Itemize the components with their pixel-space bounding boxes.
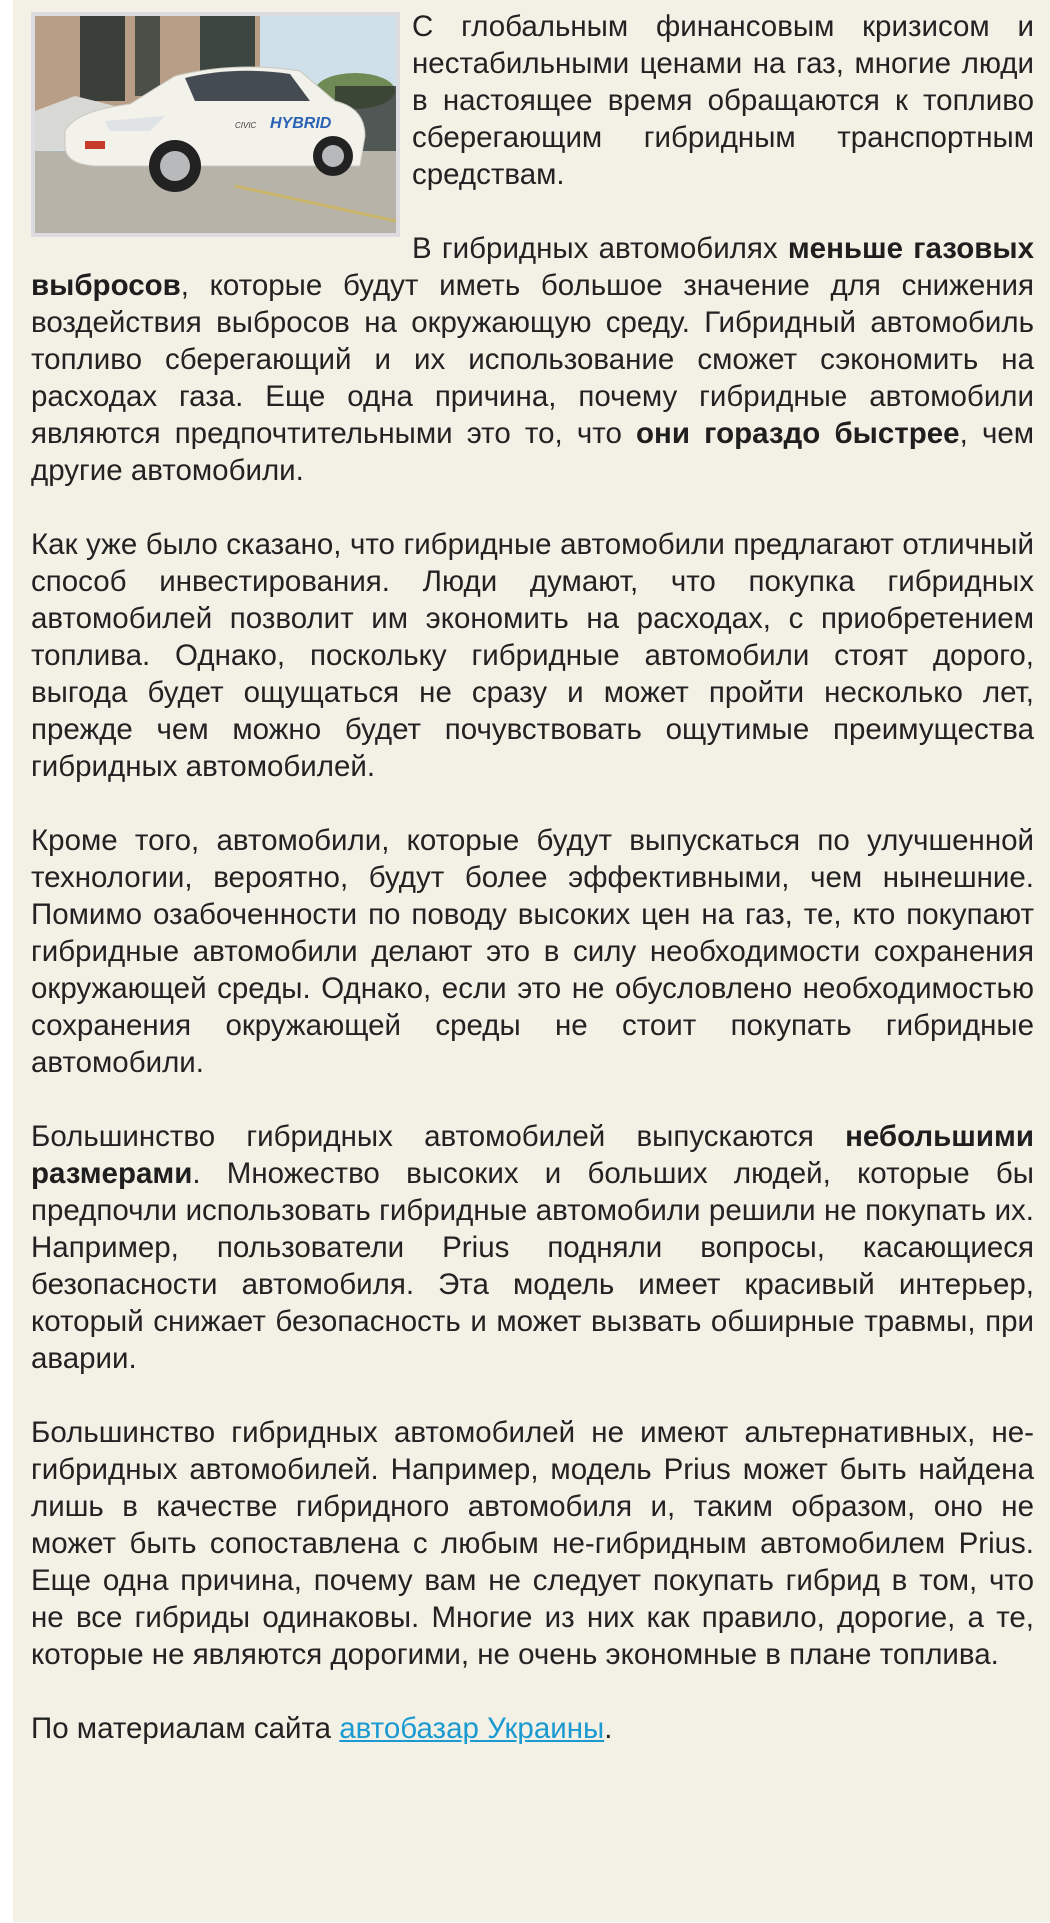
source-prefix: По материалам сайта <box>31 1712 340 1745</box>
svg-text:HYBRID: HYBRID <box>270 115 332 132</box>
source-link[interactable]: автобазар Украины <box>339 1712 605 1745</box>
paragraph-4 <box>31 822 1034 1081</box>
paragraph-6-text: Большинство гибридных автомобилей не имеют альтернативных, не-гибридных автомобилей. Например, модель Prius может быть найдена лишь в качестве гибридного автомобиля и, таким образом, оно не может быть сопоставлена с любым не-гибридным автомобилем Prius. Еще одна причина, почему вам не следует покупать гибрид в том, что не все гибриды одинаковы. Многие из них как правило, дорогие, а те, которые не являются дорогими, не очень экономные в плане топлива. <box>31 1416 1034 1671</box>
bold-emphasis: меньше газовых выбросов <box>31 232 1034 302</box>
car-image-icon <box>35 16 396 233</box>
paragraph-5 <box>31 1118 1034 1377</box>
paragraph-3 <box>31 526 1034 785</box>
article-body <box>31 8 1034 1747</box>
paragraph-5-text: . Множество высоких и больших людей, которые бы предпочли использовать гибридные автомобили решили не покупать их. Например, пользователи Prius подняли вопросы, касающиеся безопасности автомобиля. Эта модель имеет красивый интерьер, который снижает безопасность и может вызвать обширные травмы, при аварии. <box>31 1157 1034 1375</box>
paragraph-6 <box>31 1414 1034 1673</box>
bold-emphasis: они гораздо быстрее <box>636 417 960 450</box>
paragraph-1-text: С глобальным финансовым кризисом и нестабильными ценами на газ, многие люди в настоящее время обращаются к топливо сберегающим гибридным транспортным средствам. <box>412 10 1034 191</box>
paragraph-1 <box>31 8 1034 193</box>
source-suffix: . <box>604 1712 613 1745</box>
paragraph-2-text: , чем другие автомобили. <box>31 417 1035 487</box>
paragraph-2-text: В гибридных автомобилях <box>412 232 788 265</box>
paragraph-5-text: Большинство гибридных автомобилей выпускаются <box>31 1120 846 1153</box>
svg-text:CIVIC: CIVIC <box>235 121 257 130</box>
page-background <box>13 0 1050 1922</box>
hybrid-car-photo <box>31 12 400 237</box>
paragraph-4-text: Кроме того, автомобили, которые будут выпускаться по улучшенной технологии, вероятно, будут более эффективными, чем нынешние. Помимо озабоченности по поводу высоких цен на газ, те, кто покупают гибридные автомобили делают это в силу необходимости сохранения окружающей среды. Однако, если это не обусловлено необходимостью сохранения окружающей среды не стоит покупать гибридные автомобили. <box>31 824 1034 1079</box>
paragraph-2 <box>31 230 1034 489</box>
source-credit <box>31 1710 1034 1747</box>
bold-emphasis: небольшими размерами <box>31 1120 1034 1190</box>
paragraph-3-text: Как уже было сказано, что гибридные автомобили предлагают отличный способ инвестирования. Люди думают, что покупка гибридных автомобилей позволит им экономить на расходах, с приобретением топлива. Однако, поскольку гибридные автомобили стоят дорого, выгода будет ощущаться не сразу и может пройти несколько лет, прежде чем можно будет почувствовать ощутимые преимущества гибридных автомобилей. <box>31 528 1034 783</box>
paragraph-2-text: , которые будут иметь большое значение для снижения воздействия выбросов на окружающую среду. Гибридный автомобиль топливо сберегающий и их использование сможет сэкономить на расходах газа. Еще одна причина, почему гибридные автомобили являются предпочтительными это то, что <box>31 269 1034 450</box>
